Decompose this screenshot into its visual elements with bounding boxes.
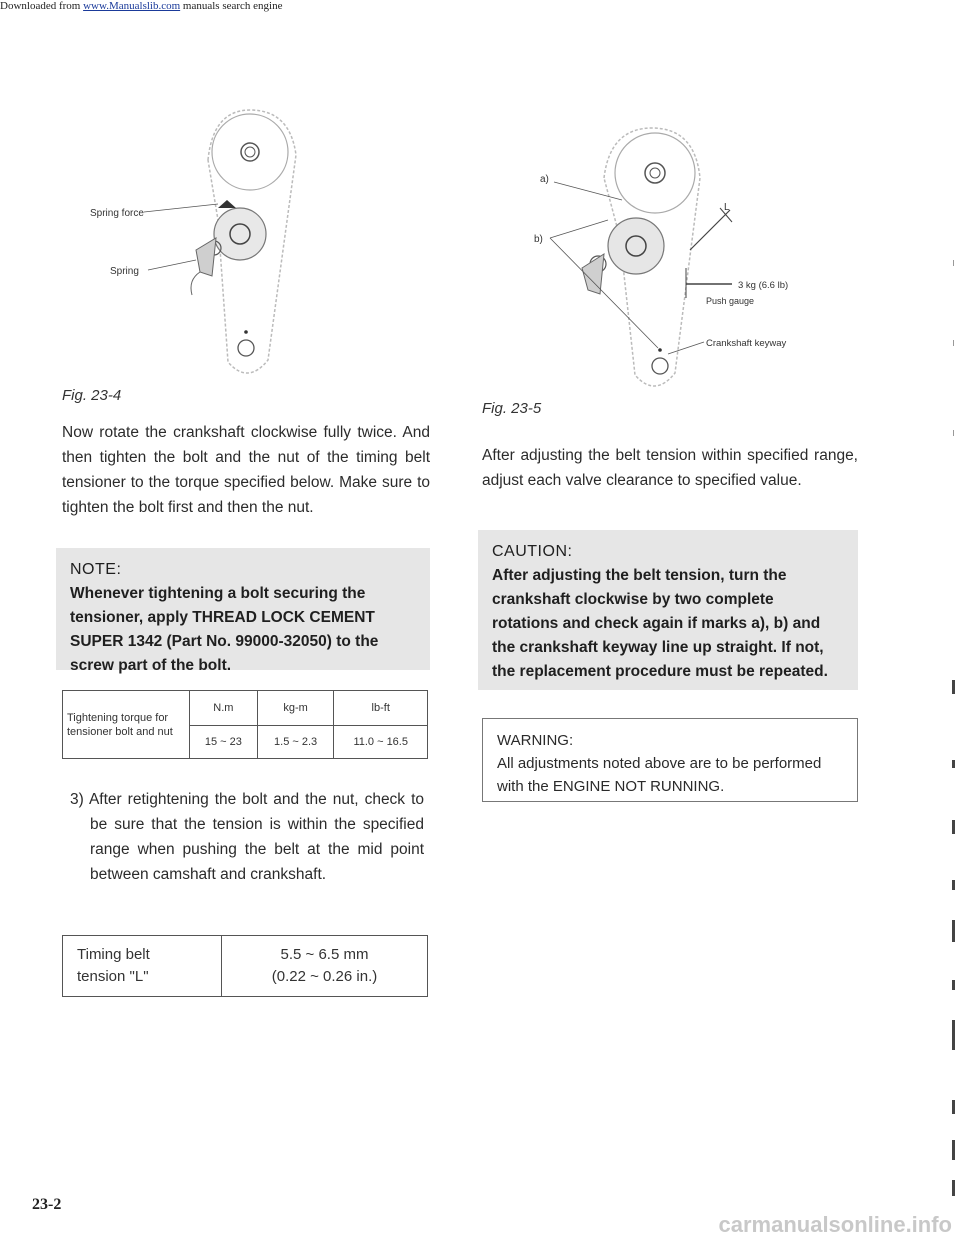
belt-tension-table	[62, 935, 428, 997]
belt-tension-value	[222, 936, 428, 997]
download-header	[0, 0, 282, 12]
belt-tension-value-in: (0.22 ~ 0.26 in.)	[271, 968, 378, 985]
torque-label: Tightening torque for tensioner bolt and nut	[63, 691, 190, 759]
step-3-paragraph: 3) After retightening the bolt and the nut, check to be sure that the tension is within the specified range when pushing the belt at the mid point between camshaft and crankshaft.	[70, 791, 424, 883]
torque-value-kgm: 1.5 ~ 2.3	[257, 726, 334, 759]
after-adjusting-paragraph: After adjusting the belt tension within specified range, adjust each valve clearance to specified value.	[482, 447, 858, 489]
fig-23-5-diagram	[500, 118, 860, 398]
header-suffix: manuals search engine	[182, 0, 283, 12]
caution-box	[478, 530, 858, 690]
torque-header-lbft: lb-ft	[334, 691, 428, 726]
header-prefix: Downloaded from	[0, 0, 81, 12]
gauge-value-label: 3 kg (6.6 lb)	[738, 280, 789, 291]
spring-label: Spring	[110, 266, 139, 277]
note-title: NOTE:	[70, 561, 122, 578]
warning-title: WARNING:	[497, 732, 574, 749]
torque-value-nm: 15 ~ 23	[190, 726, 258, 759]
fig-23-4-caption: Fig. 23-4	[62, 387, 122, 404]
torque-header-kgm: kg-m	[257, 691, 334, 726]
tension-L-label: L	[724, 202, 730, 213]
mark-b-label: b)	[534, 234, 543, 245]
belt-tension-label-line2: tension "L"	[77, 968, 149, 985]
belt-tension-label	[63, 936, 222, 997]
torque-value-lbft: 11.0 ~ 16.5	[334, 726, 428, 759]
belt-tension-label-line1: Timing belt	[77, 946, 150, 963]
push-gauge-label: Push gauge	[706, 296, 755, 306]
warning-body: All adjustments noted above are to be performed with the ENGINE NOT RUNNING.	[497, 755, 822, 795]
mark-a-label: a)	[540, 174, 549, 185]
fig-23-5-caption: Fig. 23-5	[482, 400, 542, 417]
keyway-label: Crankshaft keyway	[706, 338, 787, 349]
scan-edge-marks	[950, 260, 958, 1220]
belt-tension-value-mm: 5.5 ~ 6.5 mm	[280, 946, 369, 963]
torque-table	[62, 690, 428, 759]
note-body: Whenever tightening a bolt securing the tensioner, apply THREAD LOCK CEMENT SUPER 1342 (Part No. 99000-32050) to the screw part of the bolt.	[70, 585, 379, 674]
watermark: carmanualsonline.info	[718, 1212, 952, 1237]
warning-box	[482, 718, 858, 802]
torque-header-nm: N.m	[190, 691, 258, 726]
rotate-crankshaft-paragraph: Now rotate the crankshaft clockwise fully twice. And then tighten the bolt and the nut of the timing belt tensioner to the torque specified below. Make sure to tighten the bolt first and then the nut.	[62, 424, 430, 516]
note-box	[56, 548, 430, 674]
page-number: 23-2	[32, 1196, 62, 1213]
fig-23-4-diagram	[88, 100, 388, 380]
caution-title: CAUTION:	[492, 543, 573, 560]
manualslib-link[interactable]: www.Manualslib.com	[83, 0, 181, 12]
spring-force-label: Spring force	[90, 208, 144, 219]
caution-body: After adjusting the belt tension, turn the crankshaft clockwise by two complete rotations and check again if marks a), b) and the crankshaft keyway line up straight. If not, the replacement procedure must be repeated.	[492, 567, 828, 680]
